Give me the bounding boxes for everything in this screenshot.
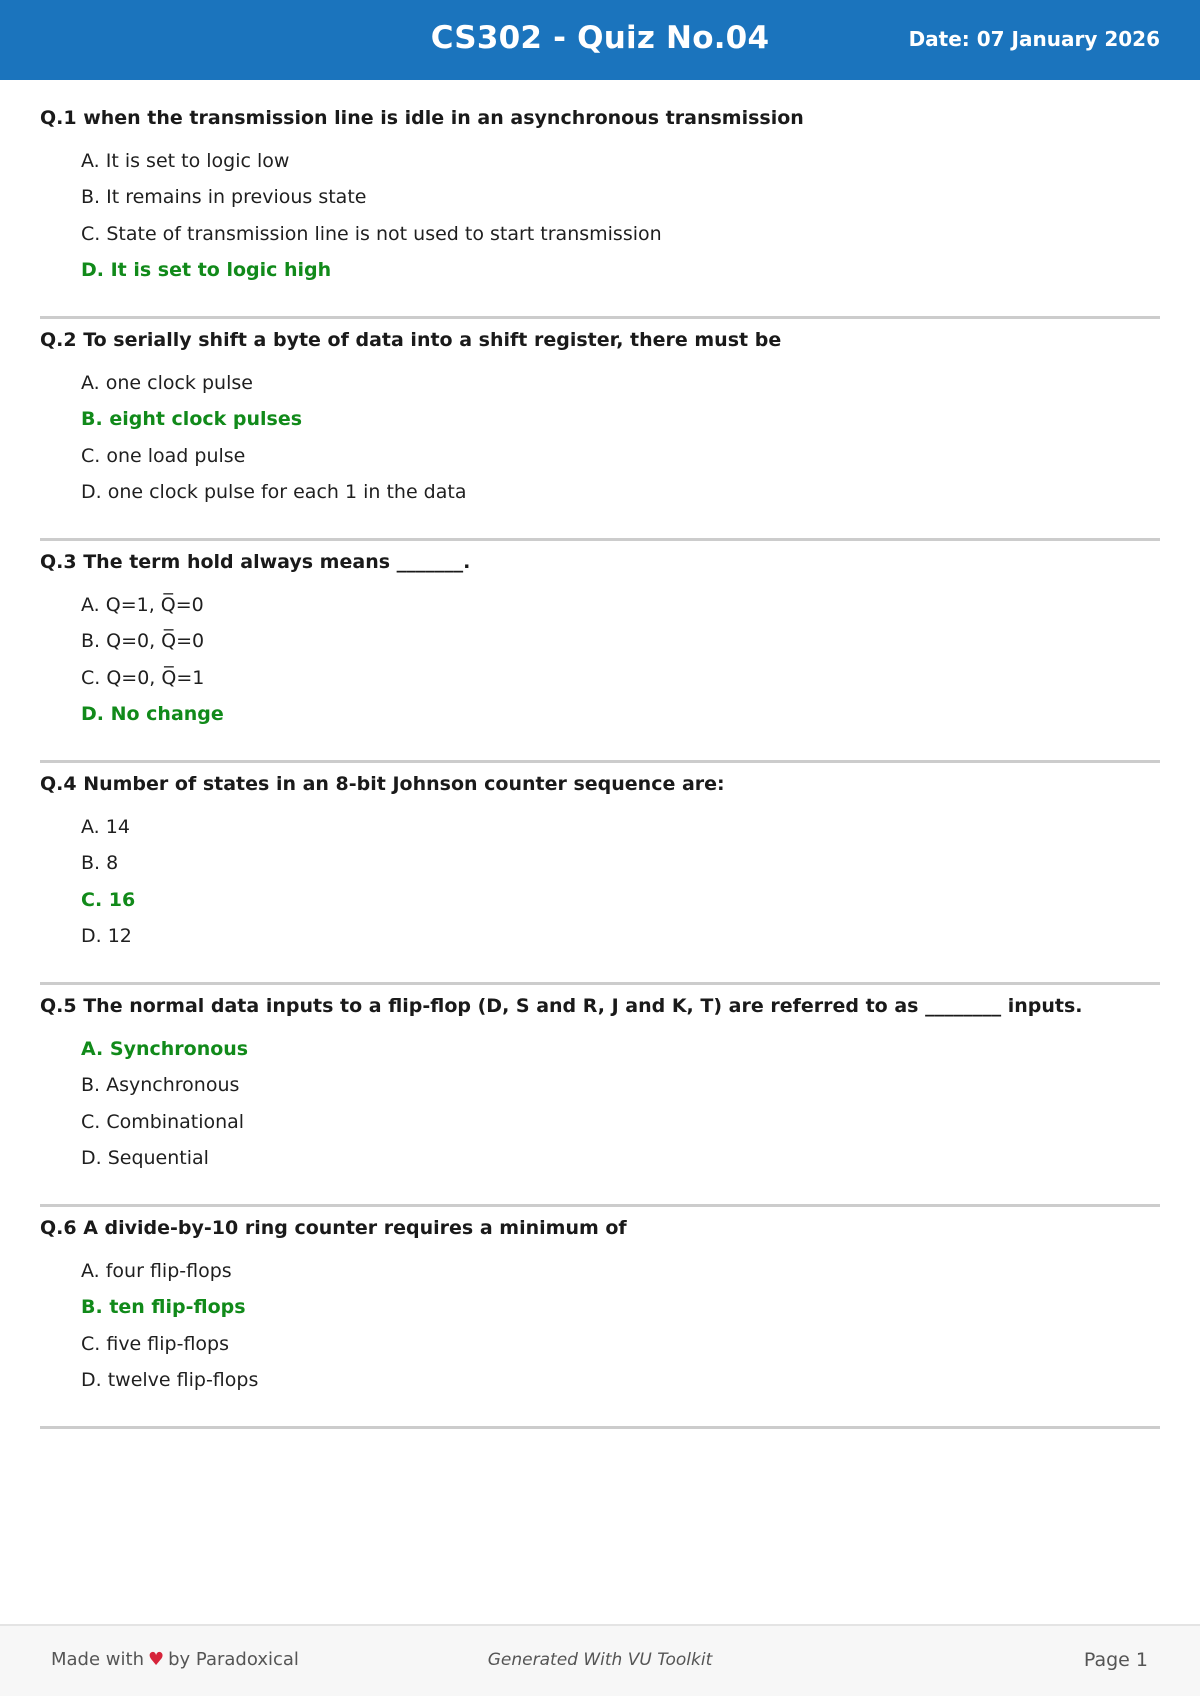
option-item: A. one clock pulse (81, 372, 253, 394)
option-list (40, 143, 1160, 288)
option-item: C. five flip-flops (81, 1332, 230, 1355)
option-list (40, 1031, 1160, 1176)
option-item: B. 8 (81, 852, 119, 875)
generator-note: Generated With VU Toolkit (487, 1650, 713, 1670)
option-item: B. Q=0, Q̅=0 (81, 630, 205, 653)
correct-option-item: B. eight clock pulses (81, 408, 303, 431)
option-item: C. Combinational (81, 1110, 245, 1133)
option-item: D. twelve flip-flops (81, 1368, 259, 1391)
option-item: D. Sequential (81, 1146, 209, 1169)
correct-option-item: D. It is set to logic high (81, 258, 332, 281)
option-item: A. 14 (81, 816, 130, 838)
option-item: B. It remains in previous state (81, 186, 367, 209)
quiz-date: Date: 07 January 2026 (908, 27, 1160, 51)
question-text: Q.4 Number of states in an 8-bit Johnson counter sequence are: (40, 773, 725, 795)
option-list (40, 365, 1160, 510)
quiz-body (40, 97, 1160, 1429)
option-item: D. one clock pulse for each 1 in the data (81, 480, 467, 503)
option-item: A. four flip-flops (81, 1260, 232, 1282)
option-item: A. Q=1, Q̅=0 (81, 594, 204, 616)
correct-option-item: B. ten flip-flops (81, 1296, 246, 1319)
option-item: B. Asynchronous (81, 1074, 240, 1097)
correct-option-item: D. No change (81, 702, 224, 725)
author-text: by Paradoxical (168, 1649, 299, 1670)
question-text: Q.2 To serially shift a byte of data into a shift register, there must be (40, 329, 782, 351)
made-with-text: Made with (51, 1649, 144, 1670)
question-text: Q.3 The term hold always means _______. (40, 551, 471, 573)
option-item: A. It is set to logic low (81, 150, 290, 172)
question-block (40, 1207, 1160, 1429)
option-item: C. one load pulse (81, 444, 246, 467)
question-text: Q.1 when the transmission line is idle in an asynchronous transmission (40, 107, 804, 129)
question-block (40, 985, 1160, 1207)
option-list (40, 587, 1160, 732)
correct-option-item: A. Synchronous (81, 1038, 249, 1060)
question-block (40, 97, 1160, 319)
quiz-title: CS302 - Quiz No.04 (430, 20, 770, 56)
heart-icon: ♥ (147, 1649, 165, 1670)
option-item: C. State of transmission line is not used to start transmission (81, 222, 662, 245)
option-list (40, 1253, 1160, 1398)
page-number: Page 1 (1083, 1649, 1148, 1671)
option-item: C. Q=0, Q̅=1 (81, 666, 205, 689)
question-block (40, 541, 1160, 763)
question-text: Q.5 The normal data inputs to a flip-flop (D, S and R, J and K, T) are referred to as ________ inputs. (40, 995, 1083, 1017)
question-block (40, 319, 1160, 541)
page-header (0, 0, 1200, 80)
question-text: Q.6 A divide-by-10 ring counter requires a minimum of (40, 1217, 627, 1239)
question-block (40, 763, 1160, 985)
option-list (40, 809, 1160, 954)
option-item: D. 12 (81, 924, 132, 947)
page-footer (0, 1624, 1200, 1696)
correct-option-item: C. 16 (81, 888, 136, 911)
